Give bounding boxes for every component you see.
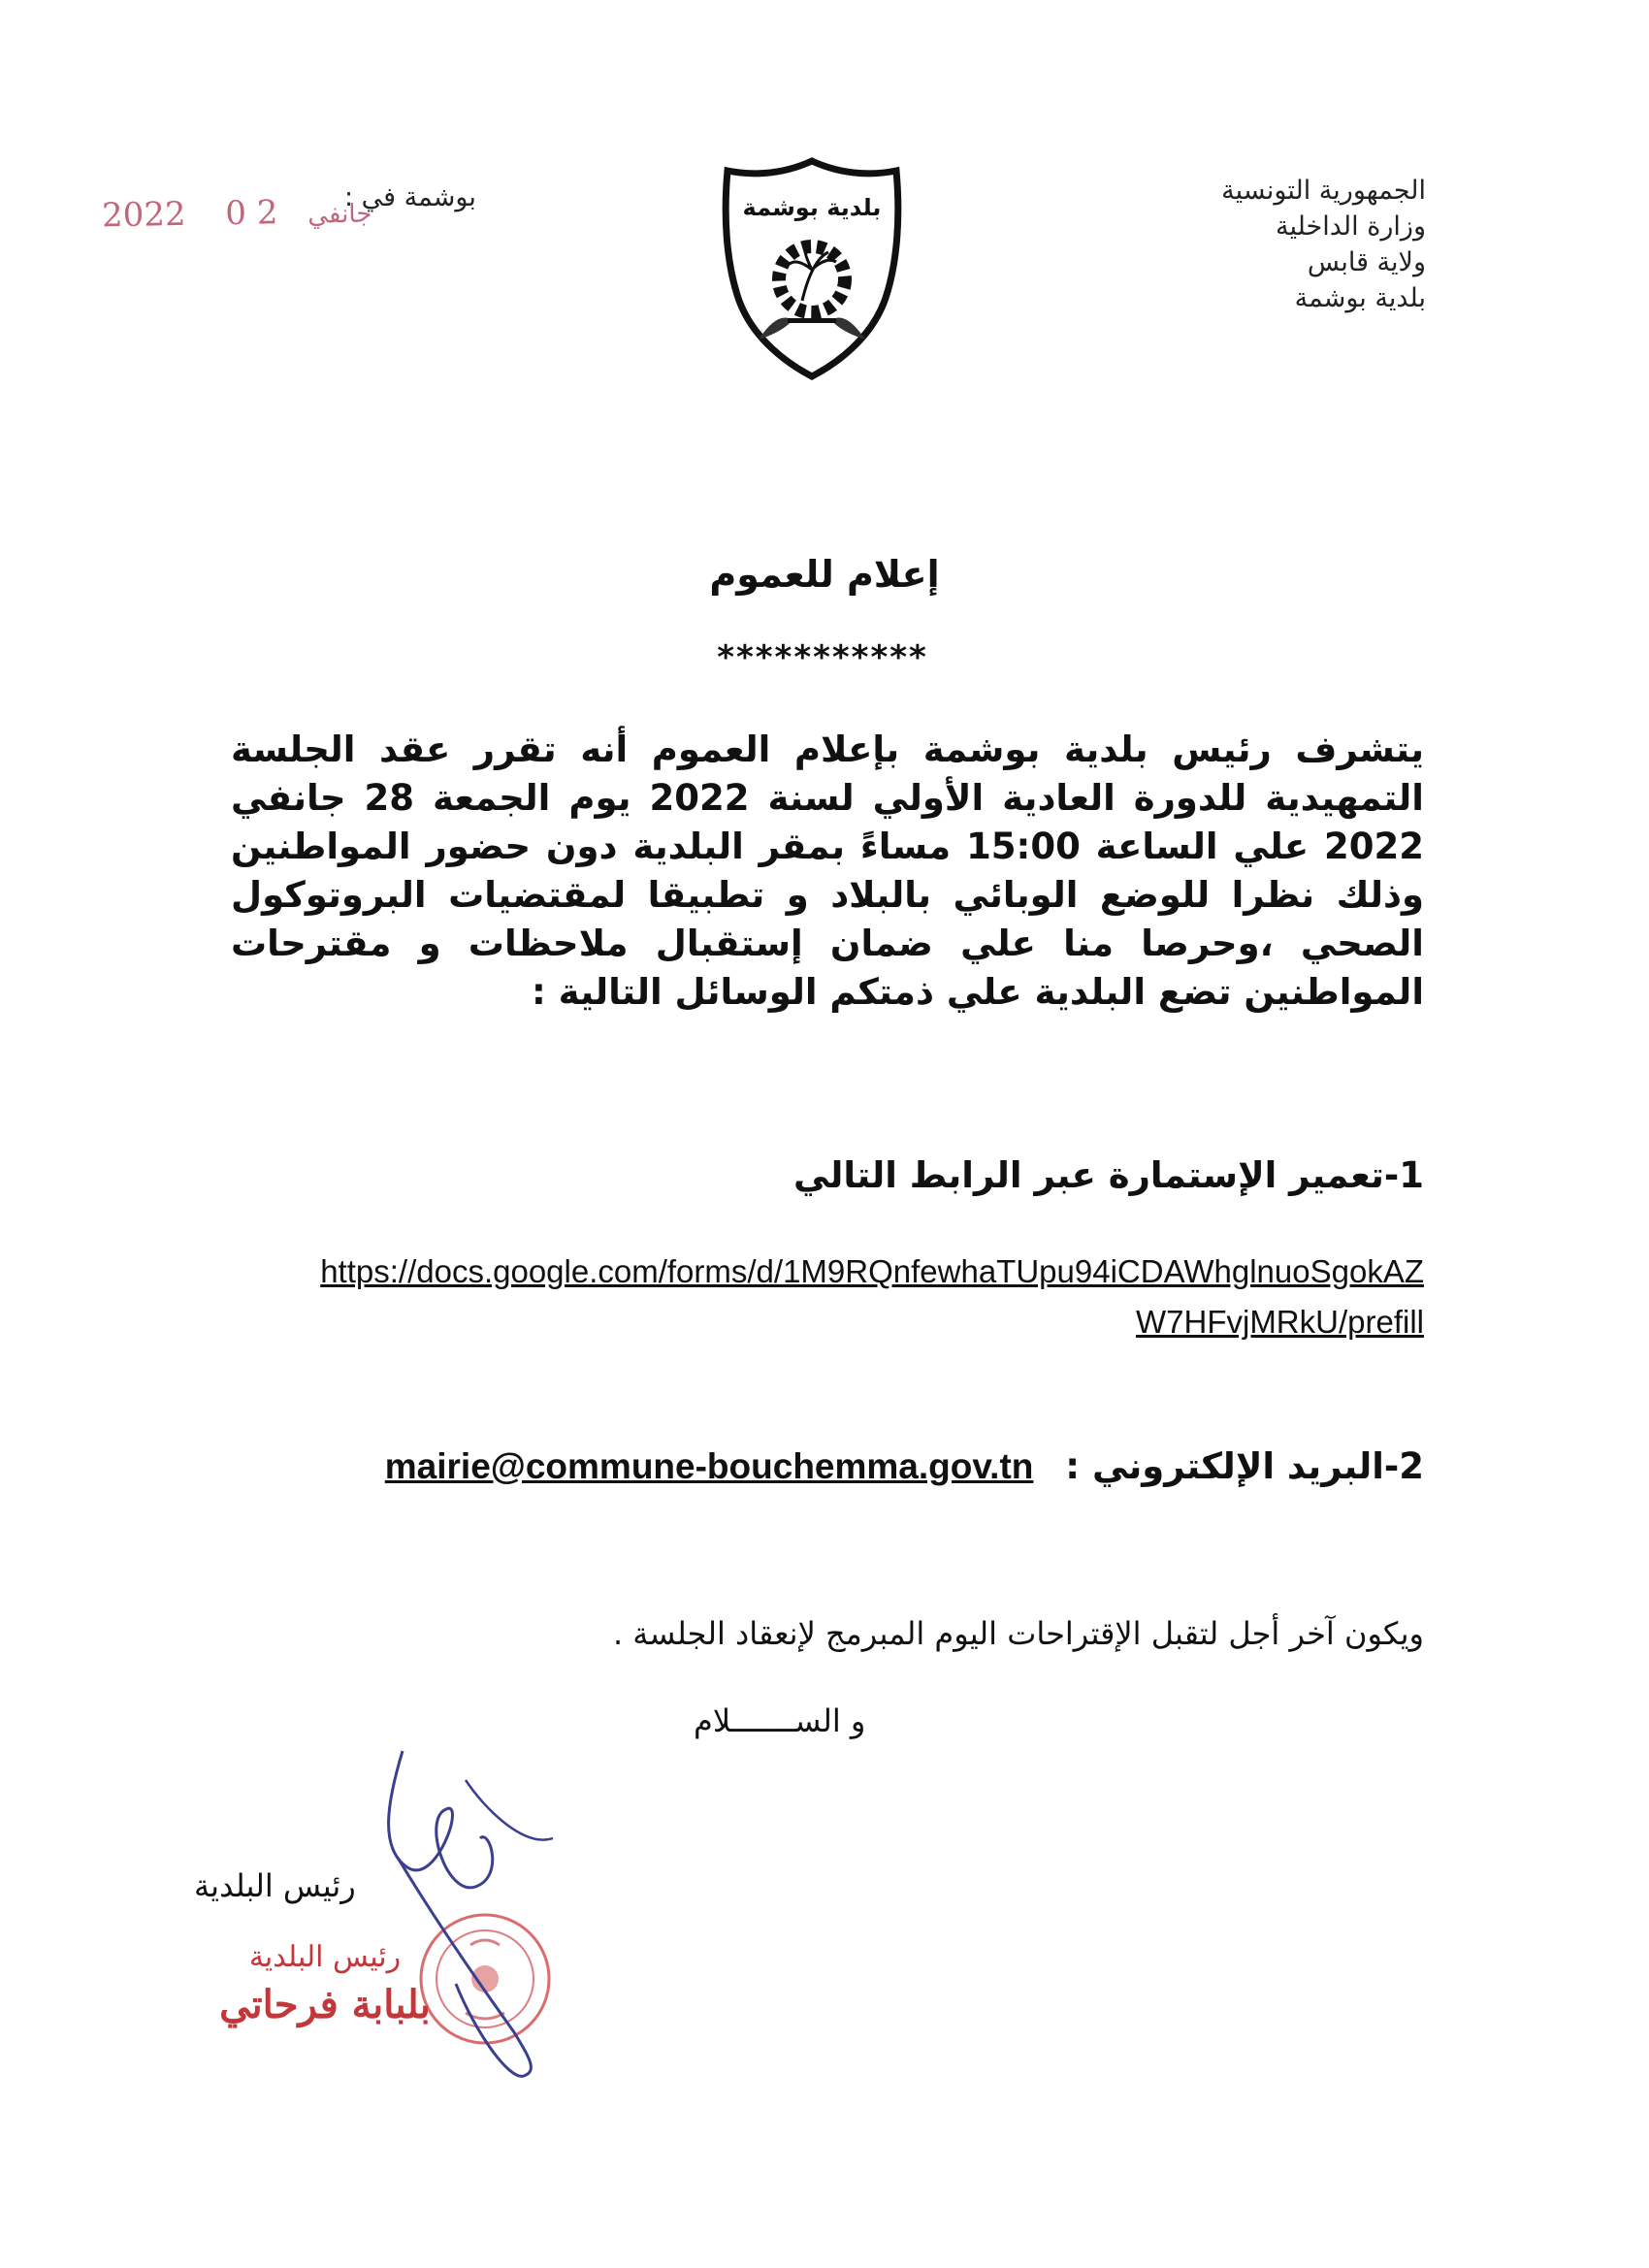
closing-salutation: و الســـــــلام [694,1702,866,1739]
municipality-line: بلدية بوشمة [1294,283,1426,313]
date-stamp-day: 2 0 [224,193,278,234]
form-link-line-1[interactable]: https://docs.google.com/forms/d/1M9RQnfewhaTUpu94iCDAWhglnuoSgokAZ [320,1253,1424,1289]
place-date-label: بوشمة في : [344,182,476,212]
date-stamp-year: 2022 [101,194,186,236]
option-1-form: 1-تعمير الإستمارة عبر الرابط التالي [793,1154,1424,1196]
email-label: 2-البريد الإلكتروني : [1065,1445,1424,1487]
municipality-logo [720,155,904,383]
stamp-name: بلبابة فرحاتي [219,1982,431,2027]
announcement-paragraph: يتشرف رئيس بلدية بوشمة بإعلام العموم أنه تقرر عقد الجلسة التمهيدية للدورة العادية الأولي لسنة 2022 يوم الجمعة 28 جانفي 2022 علي الساعة 15:00 مساءً بمقر البلدية دون حضور المواطنين وذلك نظرا للوضع الوبائي بالبلاد و تطبيقا لمقتضيات البروتوكول الصحي ،وحرصا منا علي ضمان إستقبال ملاحظات و مقترحات المواطنين تضع البلدية علي ذمتكم الوسائل التالية : [231,729,1424,1013]
deadline-note: ويكون آخر أجل لتقبل الإقتراحات اليوم المبرمج لإنعقاد الجلسة . [612,1615,1424,1652]
logo-text: بلدية بوشمة [742,194,882,221]
option-2-email [385,1445,1424,1487]
announcement-body [231,726,1424,1017]
page-title: إعلام للعموم [709,553,940,596]
signatory-title: رئيس البلدية [194,1867,356,1904]
email-link[interactable]: mairie@commune-bouchemma.gov.tn [384,1446,1034,1486]
letterhead [1106,173,1426,316]
ministry-line: وزارة الداخلية [1276,211,1426,242]
form-link-line-2[interactable]: W7HFvjMRkU/prefill [1136,1304,1424,1340]
stamp-title: رئيس البلدية [248,1940,402,1974]
republic-line: الجمهورية التونسية [1221,176,1426,206]
handwritten-signature [320,1741,592,2090]
title-separator: *********** [717,638,928,677]
form-link[interactable] [211,1247,1424,1347]
date-stamp [102,192,372,236]
date-stamp-month: جانفي [307,199,372,230]
governorate-line: ولاية قابس [1307,247,1426,277]
